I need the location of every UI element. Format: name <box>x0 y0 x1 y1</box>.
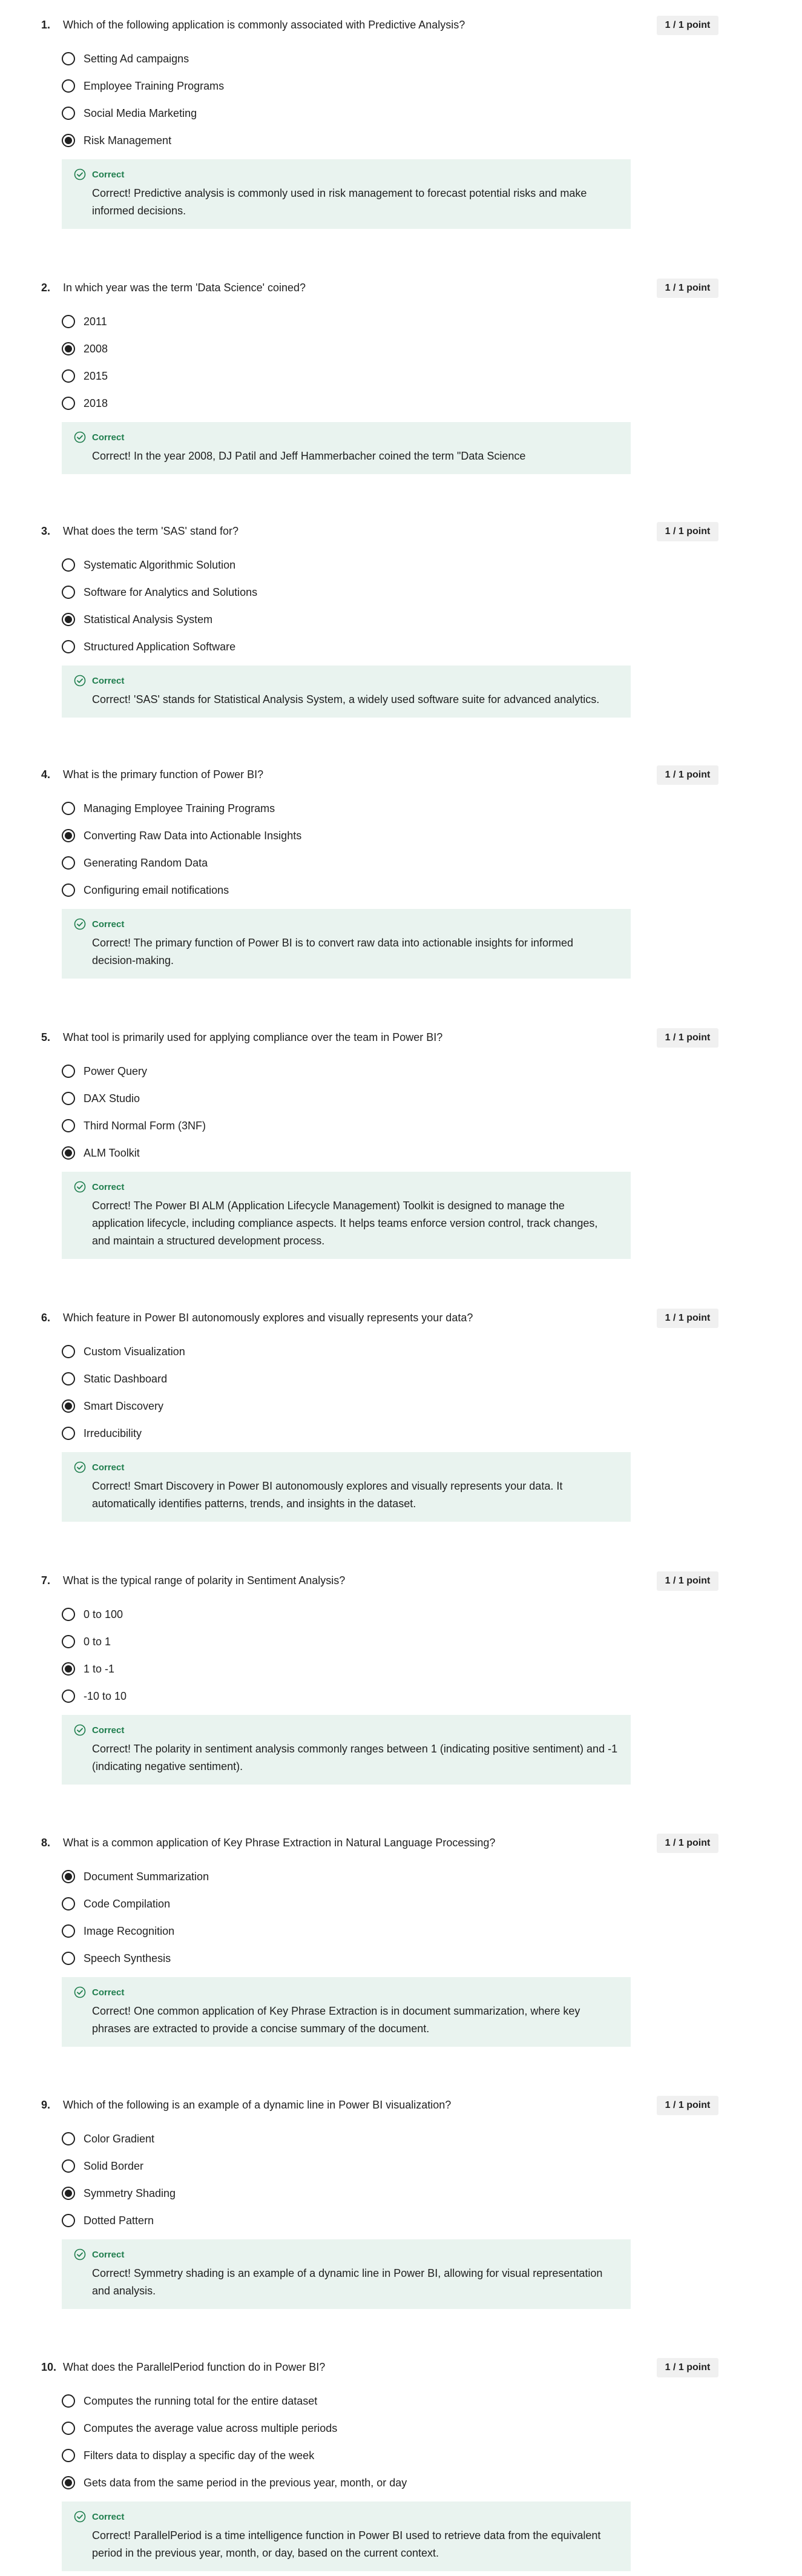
feedback-box <box>62 1452 631 1522</box>
option-label: Solid Border <box>84 2159 144 2172</box>
question-text: What is the typical range of polarity in Sentiment Analysis? <box>63 1574 346 1587</box>
points-badge: 1 / 1 point <box>657 16 718 35</box>
radio-icon[interactable] <box>62 2214 75 2227</box>
radio-icon[interactable] <box>62 856 75 870</box>
feedback-box <box>62 909 631 979</box>
radio-icon[interactable] <box>62 802 75 815</box>
question-header <box>41 1573 707 1588</box>
radio-icon[interactable] <box>62 1952 75 1965</box>
option-label: Color Gradient <box>84 2132 155 2145</box>
option-label: 0 to 100 <box>84 1608 123 1620</box>
option[interactable] <box>62 99 224 127</box>
question-text: In which year was the term 'Data Science' coined? <box>63 282 306 294</box>
option-label: 2015 <box>84 369 108 382</box>
options-list <box>62 45 224 154</box>
option[interactable] <box>62 1890 209 1917</box>
option[interactable] <box>62 45 224 72</box>
points-badge: 1 / 1 point <box>657 1834 718 1853</box>
feedback-text: Correct! The Power BI ALM (Application Lifecycle Management) Toolkit is designed to manage the application lifecycle, including compliance aspects. It helps teams enforce version control, track changes, and maintain a structured development process. <box>92 1200 598 1247</box>
radio-icon[interactable] <box>62 1608 75 1621</box>
option-label: Software for Analytics and Solutions <box>84 586 258 598</box>
radio-icon[interactable] <box>62 1870 75 1883</box>
question-number: 8. <box>41 1837 51 1849</box>
option-label: Structured Application Software <box>84 640 236 653</box>
radio-icon[interactable] <box>62 2422 75 2435</box>
question-text: What does the ParallelPeriod function do in Power BI? <box>63 2361 326 2373</box>
radio-icon[interactable] <box>62 134 75 147</box>
radio-icon[interactable] <box>62 1119 75 1132</box>
option[interactable] <box>62 551 257 578</box>
feedback-text: Correct! Predictive analysis is commonly used in risk management to forecast potential risks and make informed decisions. <box>92 187 587 217</box>
option[interactable] <box>62 1628 127 1655</box>
option-label: Document Summarization <box>84 1870 209 1883</box>
feedback-box <box>62 2502 631 2571</box>
radio-icon[interactable] <box>62 2132 75 2145</box>
option-label: Statistical Analysis System <box>84 613 213 626</box>
feedback-text: Correct! ParallelPeriod is a time intelligence function in Power BI used to retrieve data from the equivalent period in the previous year, month, or day, based on the current context. <box>92 2529 601 2559</box>
option-label: Irreducibility <box>84 1427 142 1439</box>
option[interactable] <box>62 2207 176 2234</box>
check-circle-icon <box>74 431 86 443</box>
radio-icon[interactable] <box>62 1345 75 1358</box>
feedback-text: Correct! Smart Discovery in Power BI autonomously explores and visually represents your data. It automatically identifies patterns, trends, and insights in the dataset. <box>92 1480 563 1510</box>
option-label: Gets data from the same period in the previous year, month, or day <box>84 2476 407 2489</box>
feedback-text: Correct! The polarity in sentiment analysis commonly ranges between 1 (indicating positive sentiment) and -1 (indicating negative sentiment). <box>92 1743 618 1772</box>
feedback-text: Correct! Symmetry shading is an example of a dynamic line in Power BI, allowing for visual representation and analysis. <box>92 2267 603 2297</box>
feedback-status: Correct <box>92 1462 125 1473</box>
radio-icon[interactable] <box>62 2449 75 2462</box>
question-number: 2. <box>41 282 51 294</box>
radio-icon[interactable] <box>62 2187 75 2200</box>
feedback-text: Correct! 'SAS' stands for Statistical Analysis System, a widely used software suite for advanced analytics. <box>92 693 600 705</box>
options-list <box>62 1600 127 1709</box>
feedback-box <box>62 1977 631 2047</box>
option-label: Code Compilation <box>84 1897 171 1910</box>
radio-icon[interactable] <box>62 1427 75 1440</box>
option-label: Systematic Algorithmic Solution <box>84 558 236 571</box>
question-header <box>41 17 707 33</box>
question-number: 10. <box>41 2361 57 2373</box>
option-label: -10 to 10 <box>84 1689 127 1702</box>
question-header <box>41 1029 707 1045</box>
option[interactable] <box>62 2125 176 2152</box>
radio-icon[interactable] <box>62 2159 75 2173</box>
radio-icon[interactable] <box>62 1635 75 1648</box>
radio-icon[interactable] <box>62 1372 75 1385</box>
feedback-status: Correct <box>92 1725 125 1735</box>
question-number: 5. <box>41 1031 51 1043</box>
option-label: Social Media Marketing <box>84 107 197 119</box>
question-header <box>41 2097 707 2113</box>
radio-icon[interactable] <box>62 1065 75 1078</box>
feedback-status: Correct <box>92 675 125 686</box>
question-number: 3. <box>41 525 51 537</box>
radio-icon[interactable] <box>62 1662 75 1676</box>
option-label: Static Dashboard <box>84 1372 168 1385</box>
option[interactable] <box>62 1655 127 1682</box>
option[interactable] <box>62 1600 127 1628</box>
feedback-status: Correct <box>92 2249 125 2260</box>
question-text: Which feature in Power BI autonomously explores and visually represents your data? <box>63 1312 473 1324</box>
radio-icon[interactable] <box>62 558 75 572</box>
option[interactable] <box>62 876 301 903</box>
feedback-box <box>62 159 631 229</box>
option[interactable] <box>62 2387 407 2414</box>
option-label: DAX Studio <box>84 1092 140 1105</box>
option-label: Third Normal Form (3NF) <box>84 1119 206 1132</box>
option[interactable] <box>62 1365 185 1392</box>
option[interactable] <box>62 1863 209 1890</box>
option[interactable] <box>62 794 301 822</box>
feedback-status: Correct <box>92 1987 125 1998</box>
option-label: Employee Training Programs <box>84 79 225 92</box>
check-circle-icon <box>74 1724 86 1736</box>
radio-icon[interactable] <box>62 52 75 65</box>
option-label: Computes the running total for the entire dataset <box>84 2394 318 2407</box>
option[interactable] <box>62 2414 407 2442</box>
option[interactable] <box>62 1944 209 1972</box>
option-label: ALM Toolkit <box>84 1146 140 1159</box>
option-label: Configuring email notifications <box>84 883 229 896</box>
option-label: Converting Raw Data into Actionable Insights <box>84 829 302 842</box>
option[interactable] <box>62 1057 206 1085</box>
check-circle-icon <box>74 2248 86 2261</box>
question-header <box>41 1310 707 1326</box>
question-text: What does the term 'SAS' stand for? <box>63 525 239 537</box>
option-label: Power Query <box>84 1065 148 1077</box>
question-number: 7. <box>41 1574 51 1587</box>
option[interactable] <box>62 1085 206 1112</box>
question-header <box>41 2359 707 2375</box>
radio-icon[interactable] <box>62 315 75 328</box>
question-text: What is a common application of Key Phrase Extraction in Natural Language Processing? <box>63 1837 496 1849</box>
options-list <box>62 551 257 660</box>
question-text: Which of the following application is commonly associated with Predictive Analysis? <box>63 19 465 31</box>
radio-icon[interactable] <box>62 883 75 897</box>
question-number: 9. <box>41 2099 51 2111</box>
option-label: Managing Employee Training Programs <box>84 802 275 814</box>
option[interactable] <box>62 2152 176 2179</box>
options-list <box>62 1057 206 1166</box>
points-badge: 1 / 1 point <box>657 2358 718 2377</box>
feedback-text: Correct! In the year 2008, DJ Patil and Jeff Hammerbacher coined the term "Data Science <box>92 450 526 462</box>
options-list <box>62 1863 209 1972</box>
check-circle-icon <box>74 918 86 930</box>
feedback-text: Correct! One common application of Key Phrase Extraction is in document summarization, where key phrases are extracted to provide a concise summary of the document. <box>92 2005 580 2035</box>
option-label: Smart Discovery <box>84 1399 164 1412</box>
radio-icon[interactable] <box>62 829 75 842</box>
feedback-box <box>62 422 631 474</box>
radio-icon[interactable] <box>62 79 75 93</box>
check-circle-icon <box>74 675 86 687</box>
option[interactable] <box>62 822 301 849</box>
feedback-text: Correct! The primary function of Power BI is to convert raw data into actionable insights for informed decision-making. <box>92 937 574 966</box>
option[interactable] <box>62 1419 185 1447</box>
question-text: What is the primary function of Power BI? <box>63 768 264 781</box>
option-label: Risk Management <box>84 134 172 147</box>
radio-icon[interactable] <box>62 2476 75 2489</box>
option[interactable] <box>62 2442 407 2469</box>
option-label: 0 to 1 <box>84 1635 111 1648</box>
option[interactable] <box>62 127 224 154</box>
radio-icon[interactable] <box>62 342 75 355</box>
radio-icon[interactable] <box>62 586 75 599</box>
feedback-box <box>62 1715 631 1785</box>
points-badge: 1 / 1 point <box>657 1571 718 1591</box>
points-badge: 1 / 1 point <box>657 1309 718 1328</box>
feedback-status: Correct <box>92 919 125 930</box>
radio-icon[interactable] <box>62 397 75 410</box>
option-label: 2011 <box>84 315 107 328</box>
option-label: 2008 <box>84 342 108 355</box>
radio-icon[interactable] <box>62 1146 75 1160</box>
question-number: 1. <box>41 19 51 31</box>
radio-icon[interactable] <box>62 613 75 626</box>
feedback-status: Correct <box>92 169 125 180</box>
feedback-status: Correct <box>92 432 125 443</box>
check-circle-icon <box>74 168 86 180</box>
option[interactable] <box>62 389 108 417</box>
question-header <box>41 767 707 782</box>
radio-icon[interactable] <box>62 1399 75 1413</box>
points-badge: 1 / 1 point <box>657 2096 718 2115</box>
question-text: What tool is primarily used for applying compliance over the team in Power BI? <box>63 1031 443 1043</box>
question-text: Which of the following is an example of a dynamic line in Power BI visualization? <box>63 2099 452 2111</box>
options-list <box>62 308 108 417</box>
check-circle-icon <box>74 1986 86 1998</box>
question-header <box>41 1835 707 1851</box>
points-badge: 1 / 1 point <box>657 279 718 298</box>
feedback-box <box>62 1172 631 1259</box>
option-label: Filters data to display a specific day of the week <box>84 2449 315 2462</box>
radio-icon[interactable] <box>62 2394 75 2408</box>
option[interactable] <box>62 1139 206 1166</box>
points-badge: 1 / 1 point <box>657 765 718 785</box>
option[interactable] <box>62 2469 407 2496</box>
feedback-status: Correct <box>92 1181 125 1192</box>
option[interactable] <box>62 2179 176 2207</box>
radio-icon[interactable] <box>62 1924 75 1938</box>
option-label: Symmetry Shading <box>84 2187 176 2199</box>
option-label: Image Recognition <box>84 1924 175 1937</box>
option-label: Dotted Pattern <box>84 2214 154 2227</box>
radio-icon[interactable] <box>62 1897 75 1911</box>
points-badge: 1 / 1 point <box>657 522 718 541</box>
option[interactable] <box>62 308 108 335</box>
question-header <box>41 523 707 539</box>
option[interactable] <box>62 1338 185 1365</box>
option[interactable] <box>62 335 108 362</box>
radio-icon[interactable] <box>62 1689 75 1703</box>
feedback-box <box>62 2239 631 2309</box>
option[interactable] <box>62 1917 209 1944</box>
options-list <box>62 2387 407 2496</box>
option[interactable] <box>62 606 257 633</box>
option[interactable] <box>62 1682 127 1709</box>
option-label: Custom Visualization <box>84 1345 185 1358</box>
option[interactable] <box>62 362 108 389</box>
option[interactable] <box>62 1392 185 1419</box>
option[interactable] <box>62 849 301 876</box>
option-label: Computes the average value across multiple periods <box>84 2422 338 2434</box>
option[interactable] <box>62 578 257 606</box>
option[interactable] <box>62 72 224 99</box>
feedback-status: Correct <box>92 2511 125 2522</box>
radio-icon[interactable] <box>62 1092 75 1105</box>
radio-icon[interactable] <box>62 369 75 383</box>
points-badge: 1 / 1 point <box>657 1028 718 1048</box>
check-circle-icon <box>74 2511 86 2523</box>
option[interactable] <box>62 1112 206 1139</box>
options-list <box>62 794 301 903</box>
option-label: 1 to -1 <box>84 1662 115 1675</box>
option-label: Generating Random Data <box>84 856 208 869</box>
feedback-box <box>62 665 631 718</box>
question-header <box>41 280 707 296</box>
option[interactable] <box>62 633 257 660</box>
check-circle-icon <box>74 1181 86 1193</box>
radio-icon[interactable] <box>62 640 75 653</box>
option-label: 2018 <box>84 397 108 409</box>
option-label: Setting Ad campaigns <box>84 52 189 65</box>
question-number: 4. <box>41 768 51 781</box>
check-circle-icon <box>74 1461 86 1473</box>
question-number: 6. <box>41 1312 51 1324</box>
options-list <box>62 2125 176 2234</box>
options-list <box>62 1338 185 1447</box>
option-label: Speech Synthesis <box>84 1952 171 1964</box>
radio-icon[interactable] <box>62 107 75 120</box>
